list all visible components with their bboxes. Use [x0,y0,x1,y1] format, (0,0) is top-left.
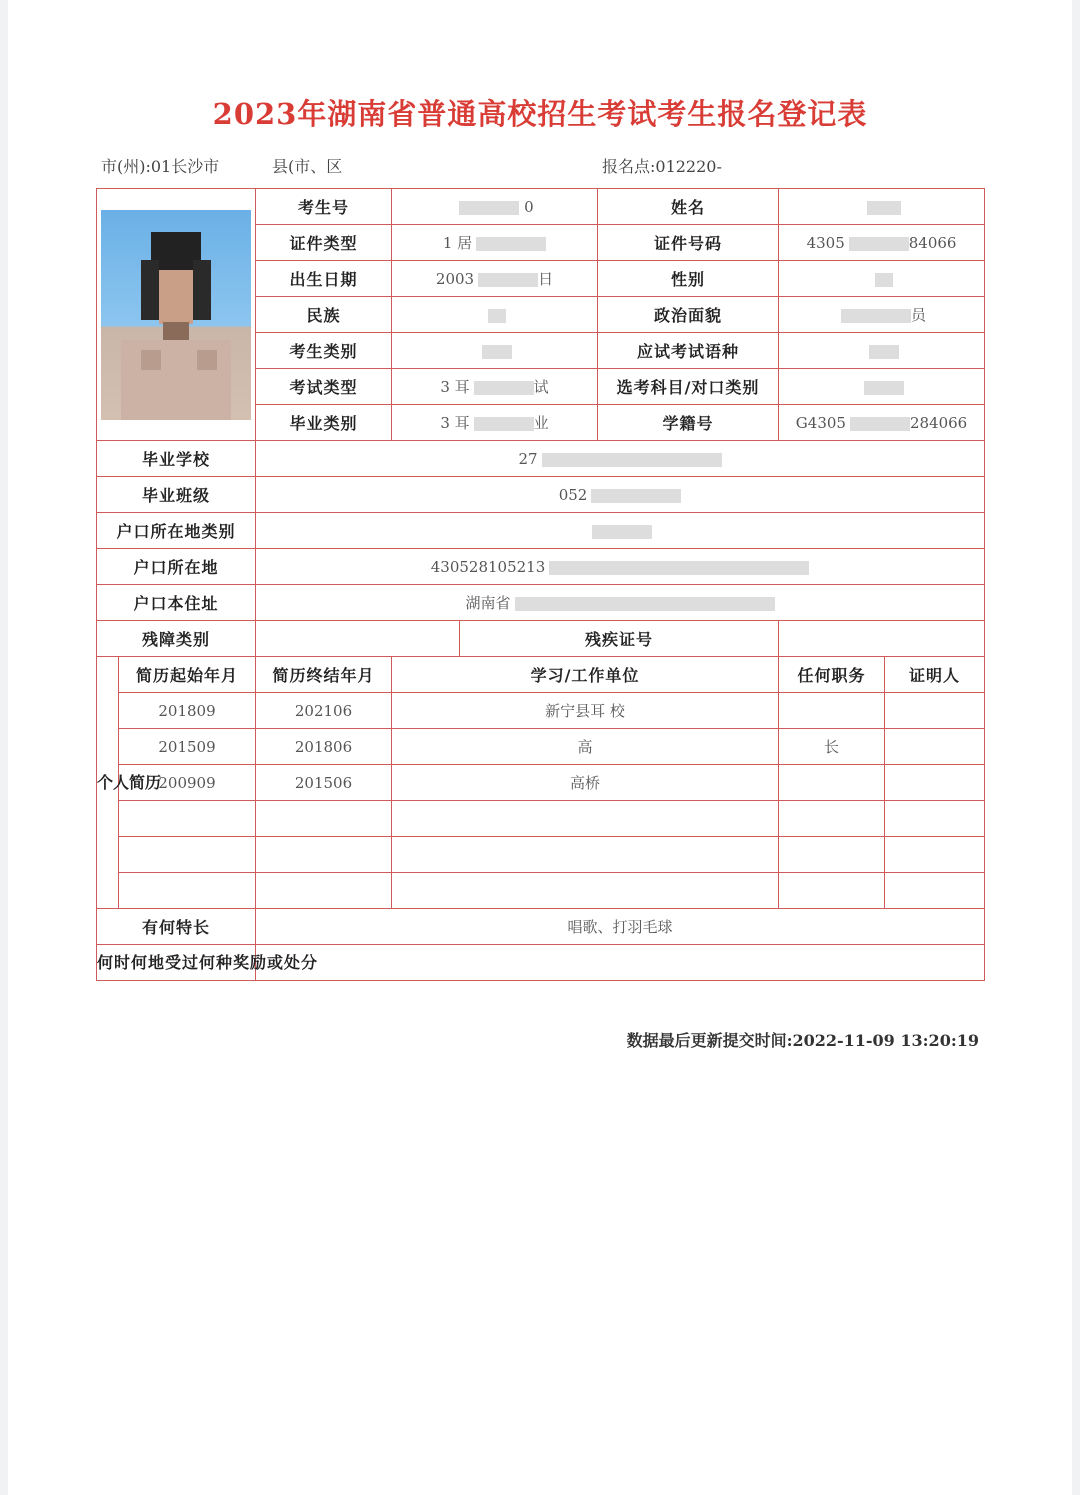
label-birth: 出生日期 [256,261,392,297]
label-class: 毕业班级 [97,477,256,513]
label-resume-end: 简历终结年月 [256,657,392,693]
value-disability [256,621,460,657]
value-hukou-loc: 430528105213 [256,549,985,585]
label-school: 毕业学校 [97,441,256,477]
value-candidate-type [392,333,598,369]
meta-site: 报名点:012220- [602,157,722,176]
table-row: 200909 201506 高桥 [97,765,985,801]
label-exam-no: 考生号 [256,189,392,225]
value-school: 27 [256,441,985,477]
label-talent: 有何特长 [97,909,256,945]
label-resume-witness: 证明人 [885,657,985,693]
label-hukou-loc: 户口所在地 [97,549,256,585]
label-student-no: 学籍号 [598,405,779,441]
label-language: 应试考试语种 [598,333,779,369]
label-resume-school: 学习/工作单位 [392,657,779,693]
label-hukou-type: 户口所在地类别 [97,513,256,549]
value-talent: 唱歌、打羽毛球 [256,909,985,945]
value-ethnicity [392,297,598,333]
table-row [97,837,985,873]
registration-table [96,188,985,981]
candidate-photo [101,210,251,420]
label-disability-cert: 残疾证号 [460,621,779,657]
photo-cell [97,189,256,441]
value-id-no: 4305 84066 [779,225,985,261]
value-subject [779,369,985,405]
table-row [97,873,985,909]
last-updated: 数据最后更新提交时间:2022-11-09 13:20:19 [626,1031,979,1050]
label-hukou-addr: 户口本住址 [97,585,256,621]
label-name: 姓名 [598,189,779,225]
value-hukou-addr: 湖南省 [256,585,985,621]
label-resume-start: 简历起始年月 [119,657,256,693]
value-awards [256,945,985,981]
value-id-type: 1 居 [392,225,598,261]
label-ethnicity: 民族 [256,297,392,333]
label-candidate-type: 考生类别 [256,333,392,369]
meta-city: 市(州):01长沙市 [101,157,220,176]
value-hukou-type [256,513,985,549]
label-exam-type: 考试类型 [256,369,392,405]
label-resume-post: 任何职务 [779,657,885,693]
form-title: 2023年湖南省普通高校招生考试考生报名登记表 [212,97,868,131]
label-subject: 选考科目/对口类别 [598,369,779,405]
resume-side-label: 个人简历 [97,657,119,909]
meta-county: 县(市、区 [272,157,343,176]
value-grad-type: 3 耳 业 [392,405,598,441]
value-exam-no: 0 [392,189,598,225]
label-id-type: 证件类型 [256,225,392,261]
table-row [97,801,985,837]
value-birth: 2003 日 [392,261,598,297]
value-name [779,189,985,225]
table-row: 201509 201806 高 长 [97,729,985,765]
label-political: 政治面貌 [598,297,779,333]
label-awards: 何时何地受过何种奖励或处分 [97,945,256,981]
label-id-no: 证件号码 [598,225,779,261]
label-disability: 残障类别 [97,621,256,657]
label-grad-type: 毕业类别 [256,405,392,441]
value-political: 员 [779,297,985,333]
value-gender [779,261,985,297]
value-language [779,333,985,369]
value-student-no: G4305 284066 [779,405,985,441]
value-disability-cert [779,621,985,657]
value-exam-type: 3 耳 试 [392,369,598,405]
table-row: 201809 202106 新宁县耳 校 [97,693,985,729]
value-class: 052 [256,477,985,513]
label-gender: 性别 [598,261,779,297]
